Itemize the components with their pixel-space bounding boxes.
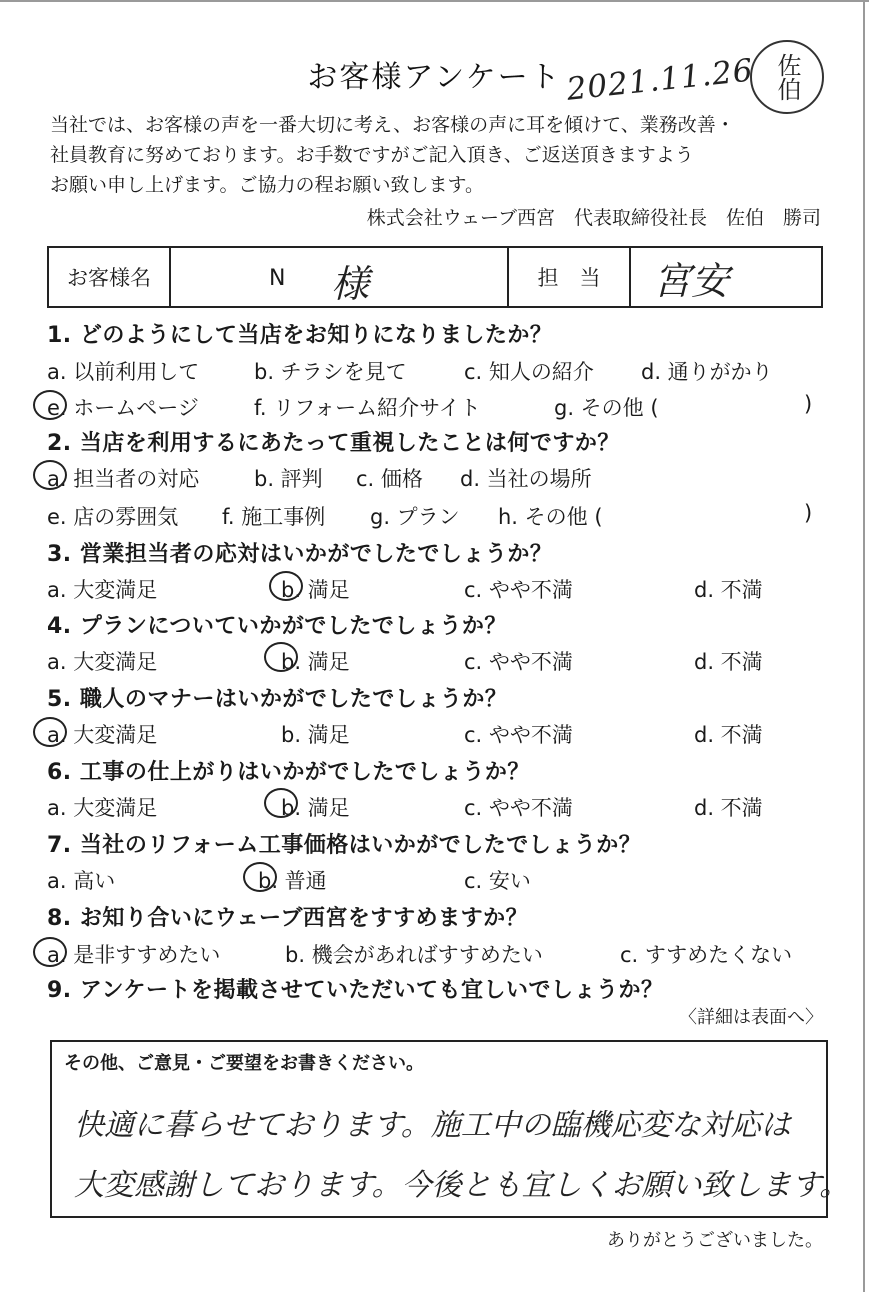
q7-option-b: b. 普通: [258, 869, 327, 893]
q1-option-a: a. 以前利用して: [47, 360, 200, 384]
q5-option-d: d. 不満: [694, 723, 763, 747]
selection-circle: [33, 937, 67, 967]
q2-option-d: d. 当社の場所: [460, 467, 592, 491]
intro-paragraph: [50, 110, 840, 200]
q3-option-b: b. 満足: [281, 578, 350, 602]
q6-option-b: b. 満足: [281, 796, 350, 820]
customer-info-table: [47, 246, 823, 308]
question-8: 8. お知り合いにウェーブ西宮をすすめますか？: [47, 906, 529, 931]
intro-line: 社員教育に努めております。お手数ですがご記入頂き、ご返送頂きますよう: [50, 144, 694, 166]
q4-option-a: a. 大変満足: [47, 650, 158, 674]
intro-line: 当社では、お客様の声を一番大切に考え、お客様の声に耳を傾けて、業務改善・: [50, 114, 735, 136]
question-9: 9. アンケートを掲載させていただいても宜しいでしょうか？: [47, 978, 664, 1003]
staff-label: 担 当: [509, 248, 631, 306]
question-5: 5. 職人のマナーはいかがでしたでしょうか？: [47, 687, 508, 712]
q2-paren-close: ): [804, 501, 813, 525]
page-title: お客様アンケート: [307, 60, 562, 95]
q3-option-d: d. 不満: [694, 578, 763, 602]
selection-circle: [264, 788, 298, 818]
comment-box: [50, 1040, 850, 1218]
company-signature: 株式会社ウェーブ西宮 代表取締役社長 佐伯 勝司: [366, 207, 821, 229]
q1-option-f: f. リフォーム紹介サイト: [254, 396, 481, 420]
question-3: 3. 営業担当者の応対はいかがでしたでしょうか？: [47, 542, 553, 567]
q2-option-e: e. 店の雰囲気: [47, 505, 179, 529]
customer-name-field: [171, 248, 509, 306]
customer-label: お客様名: [49, 248, 171, 306]
handwritten-comment-line: 大変感謝しております。今後とも宜しくお願い致します。: [74, 1168, 850, 1203]
q7-option-a: a. 高い: [47, 869, 116, 893]
handwritten-date: 2021.11.26: [565, 52, 756, 108]
q4-option-d: d. 不満: [694, 650, 763, 674]
thank-you-note: ありがとうございました。: [607, 1230, 823, 1251]
scan-edge-right: [863, 0, 865, 1292]
q2-option-g: g. プラン: [370, 505, 460, 529]
selection-circle: [33, 717, 67, 747]
question-2: 2. 当店を利用するにあたって重視したことは何ですか？: [47, 431, 620, 456]
question-6: 6. 工事の仕上がりはいかがでしたでしょうか？: [47, 760, 530, 785]
q4-option-c: c. やや不満: [464, 650, 573, 674]
q2-option-h: h. その他 (: [498, 505, 603, 529]
q2-option-b: b. 評判: [254, 467, 323, 491]
customer-honorific: 様: [331, 262, 370, 306]
q1-option-d: d. 通りがかり: [641, 360, 773, 384]
q6-option-a: a. 大変満足: [47, 796, 158, 820]
question-4: 4. プランについていかがでしたでしょうか？: [47, 614, 507, 639]
handwritten-comment-line: 快適に暮らせております。施工中の臨機応変な対応は: [74, 1108, 791, 1143]
question-1: 1. どのようにして当店をお知りになりましたか？: [47, 323, 553, 348]
q1-paren-close: ): [804, 392, 813, 416]
selection-circle: [33, 460, 67, 490]
scan-edge-top: [0, 0, 869, 2]
selection-circle: [264, 642, 298, 672]
comment-heading: その他、ご意見・ご要望をお書きください。: [64, 1053, 424, 1074]
staff-name-field: 宮安: [653, 258, 730, 303]
selection-circle: [33, 390, 67, 420]
selection-circle: [243, 862, 277, 892]
selection-circle: [269, 571, 303, 601]
q1-option-c: c. 知人の紹介: [464, 360, 594, 384]
intro-line: お願い申し上げます。ご協力の程お願い致します。: [50, 174, 484, 196]
q5-option-c: c. やや不満: [464, 723, 573, 747]
q5-option-a: a. 大変満足: [47, 723, 158, 747]
name-seal-stamp: 佐伯: [750, 40, 824, 114]
q6-option-d: d. 不満: [694, 796, 763, 820]
q1-option-b: b. チラシを見て: [254, 360, 407, 384]
question-7: 7. 当社のリフォーム工事価格はいかがでしたでしょうか？: [47, 833, 642, 858]
q3-option-a: a. 大変満足: [47, 578, 158, 602]
q8-option-c: c. すすめたくない: [620, 943, 793, 967]
q8-option-b: b. 機会があればすすめたい: [285, 943, 543, 967]
q9-note: 〈詳細は表面へ〉: [679, 1007, 823, 1028]
q6-option-c: c. やや不満: [464, 796, 573, 820]
q1-option-e: e. ホームページ: [47, 396, 199, 420]
q4-option-b: b. 満足: [281, 650, 350, 674]
q5-option-b: b. 満足: [281, 723, 350, 747]
customer-initial: N: [269, 266, 286, 291]
q7-option-c: c. 安い: [464, 869, 531, 893]
q2-option-c: c. 価格: [356, 467, 423, 491]
q8-option-a: a. 是非すすめたい: [47, 943, 221, 967]
q2-option-a: a. 担当者の対応: [47, 467, 200, 491]
q2-option-f: f. 施工事例: [222, 505, 326, 529]
q1-option-g: g. その他 (: [554, 396, 659, 420]
q3-option-c: c. やや不満: [464, 578, 573, 602]
